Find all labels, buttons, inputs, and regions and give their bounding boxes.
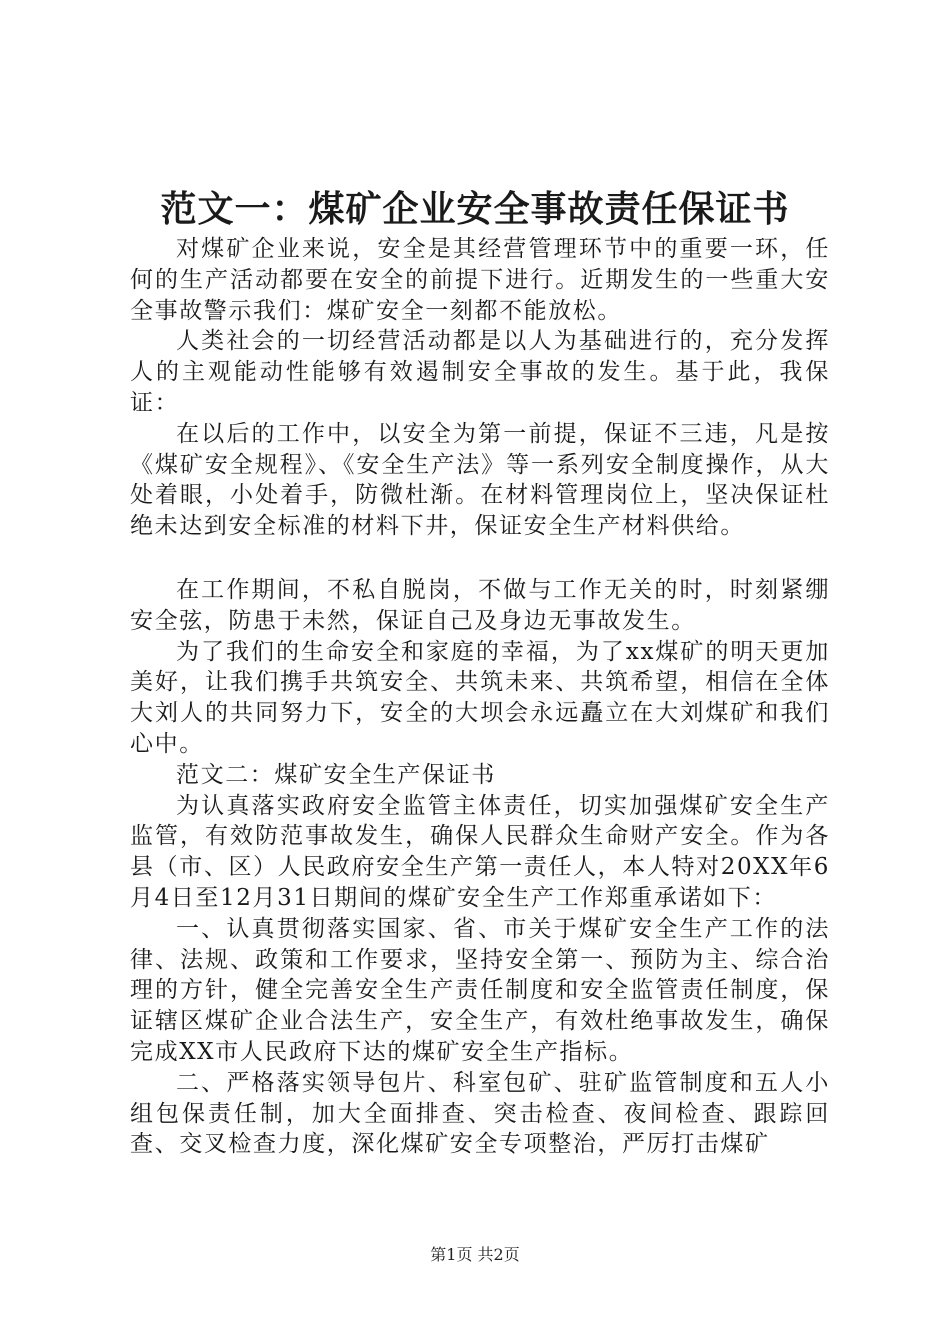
paragraph-intro: 对煤矿企业来说，安全是其经营管理环节中的重要一环，任何的生产活动都要在安全的前提下进行。近期发生的一些重大安全事故警示我们：煤矿安全一刻都不能放松。 [130, 236, 830, 324]
list-item-two: 二、严格落实领导包片、科室包矿、驻矿监管制度和五人小组包保责任制，加大全面排查、突击检查、夜间检查、跟踪回查、交叉检查力度，深化煤矿安全专项整治，严厉打击煤矿 [130, 1069, 830, 1158]
paragraph-basis: 人类社会的一切经营活动都是以人为基础进行的，充分发挥人的主观能动性能够有效遏制安全事故的发生。基于此，我保证： [130, 328, 830, 416]
paragraph-responsibility: 为认真落实政府安全监管主体责任，切实加强煤矿安全生产监管，有效防范事故发生，确保人民群众生命财产安全。作为各县（市、区）人民政府安全生产第一责任人，本人特对20XX年6月4日至12月31日期间的煤矿安全生产工作郑重承诺如下： [130, 792, 830, 911]
paragraph-spacer [130, 542, 830, 575]
paragraph-work-commitment: 在以后的工作中，以安全为第一前提，保证不三违，凡是按《煤矿安全规程》、《安全生产法》等一系列安全制度操作，从大处着眼，小处着手，防微杜渐。在材料管理岗位上，坚决保证杜绝未达到安全标准的材料下井，保证安全生产材料供给。 [130, 420, 830, 540]
page-number-footer: 第1页 共2页 [430, 1245, 520, 1264]
page-title: 范文一：煤矿企业安全事故责任保证书 [160, 188, 790, 230]
list-item-one: 一、认真贯彻落实国家、省、市关于煤矿安全生产工作的法律、法规、政策和工作要求，坚持安全第一、预防为主、综合治理的方针，健全完善安全生产责任制度和安全监管责任制度，保证辖区煤矿企业合法生产，安全生产，有效杜绝事故发生，确保完成XX市人民政府下达的煤矿安全生产指标。 [130, 915, 830, 1065]
paragraph-duty: 在工作期间，不私自脱岗，不做与工作无关的时，时刻紧绷安全弦，防患于未然，保证自己及身边无事故发生。 [130, 576, 830, 634]
paragraph-closing: 为了我们的生命安全和家庭的幸福，为了xx煤矿的明天更加美好，让我们携手共筑安全、共筑未来、共筑希望，相信在全体大刘人的共同努力下，安全的大坝会永远矗立在大刘煤矿和我们心中。 [130, 638, 830, 757]
document-body [130, 234, 830, 1160]
section-heading-sample-two: 范文二：煤矿安全生产保证书 [176, 761, 496, 788]
